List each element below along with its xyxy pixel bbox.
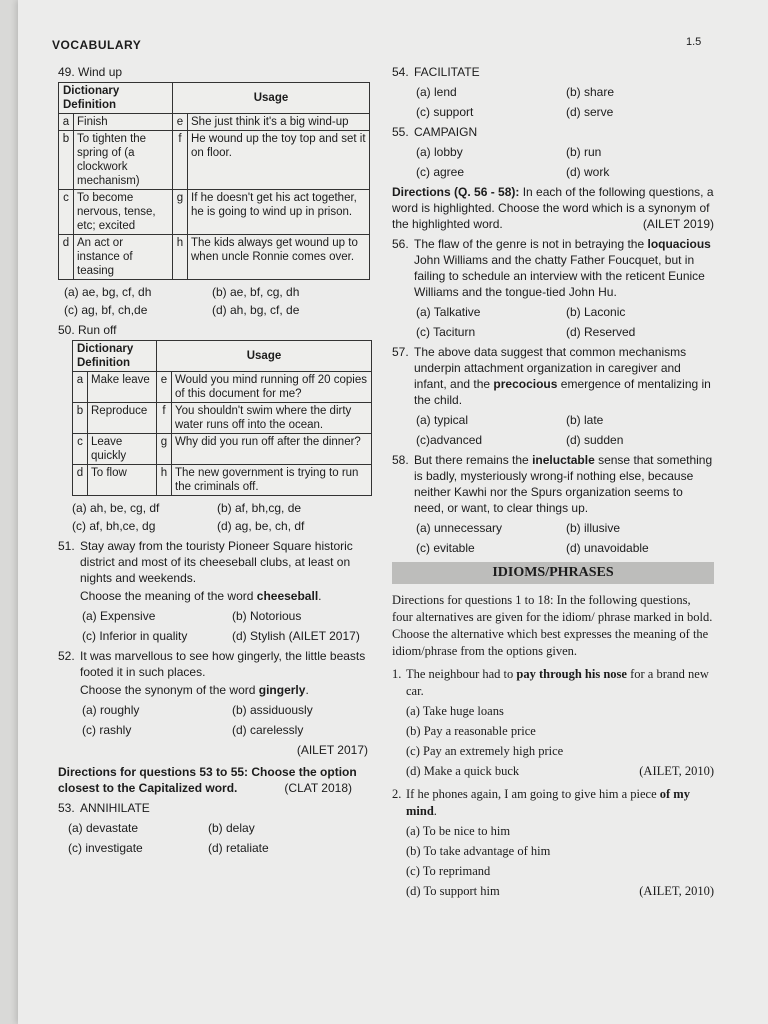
- q50-table: [72, 340, 372, 496]
- usage-cell: The kids always get wound up to when uncle Ronnie comes over.: [188, 235, 370, 280]
- option[interactable]: (a) Expensive: [82, 609, 156, 623]
- option[interactable]: (b) delay: [208, 821, 255, 835]
- dir56-source: (AILET 2019): [642, 217, 714, 231]
- q51: [58, 538, 378, 586]
- definition-cell: Reproduce: [88, 403, 157, 434]
- option[interactable]: (a) devastate: [68, 821, 139, 835]
- option[interactable]: (a) ae, bg, cf, dh: [64, 285, 152, 299]
- option[interactable]: (d) carelessly: [232, 723, 304, 737]
- q50-title: 50. Run off: [58, 323, 117, 337]
- row-key: e: [157, 372, 172, 403]
- option[interactable]: (a) lobby: [416, 145, 463, 159]
- usage-cell: The new government is trying to run the criminals off.: [172, 465, 372, 496]
- table-row: [59, 235, 370, 280]
- question-number: 52.: [58, 649, 75, 663]
- option[interactable]: (d) unavoidable: [566, 541, 649, 555]
- option[interactable]: (b) Notorious: [232, 609, 302, 623]
- q55: [392, 124, 714, 140]
- question-number: 56.: [392, 237, 409, 251]
- option[interactable]: (c) Taciturn: [416, 325, 476, 339]
- row-key: f: [173, 131, 188, 190]
- left-column: [58, 64, 378, 860]
- idiom-q2-options: [392, 823, 714, 900]
- directions-text: In each of the following questions, a word is highlighted. Choose the word which is a synonym of the highlighted word.: [392, 185, 714, 231]
- row-key: a: [73, 372, 88, 403]
- option[interactable]: (d) retaliate: [208, 841, 269, 855]
- option[interactable]: (b) illusive: [566, 521, 621, 535]
- question-number: 55.: [392, 125, 409, 139]
- question-number: 2.: [392, 787, 402, 801]
- option[interactable]: (a) Talkative: [416, 305, 481, 319]
- highlighted-word: cheeseball: [256, 589, 319, 603]
- question-text-end: sense that something is badly, mysteriously wrong-if nothing else, because neither Kawhi nor the Spurs organization seems to need, or want, to clear things up.: [414, 453, 713, 515]
- option[interactable]: (a) typical: [416, 413, 469, 427]
- question-text: The neighbour had to: [406, 667, 517, 681]
- table-row: [73, 403, 372, 434]
- q52-prompt: [58, 682, 378, 698]
- question-number: 57.: [392, 345, 409, 359]
- q52-source: (AILET 2017): [296, 743, 368, 757]
- table-row: [73, 434, 372, 465]
- directions-label: Directions (Q. 56 - 58):: [392, 185, 520, 199]
- option[interactable]: (d) ah, bg, cf, de: [212, 303, 300, 317]
- q49-table: [58, 82, 370, 280]
- source-citation: (AILET, 2010): [639, 764, 714, 778]
- dir53-text: Directions for questions 53 to 55: Choose the option closest to the Capitalized word.: [58, 765, 357, 795]
- q54-options: [392, 84, 714, 120]
- usage-cell: If he doesn't get his act together, he is going to wind up in prison.: [188, 190, 370, 235]
- row-key: h: [173, 235, 188, 280]
- option[interactable]: (b) assiduously: [232, 703, 313, 717]
- q51-options: [58, 608, 378, 644]
- q57-options: [392, 412, 714, 448]
- row-key: f: [157, 403, 172, 434]
- option[interactable]: (a) To be nice to him: [406, 824, 511, 838]
- q50-col-def: Dictionary Definition: [73, 341, 157, 372]
- question-word: FACILITATE: [414, 65, 480, 79]
- q49-col-usage: Usage: [173, 83, 370, 114]
- right-column: [392, 64, 714, 900]
- question-number: 54.: [392, 65, 409, 79]
- q55-options: [392, 144, 714, 180]
- option[interactable]: (b) run: [566, 145, 602, 159]
- definition-cell: Leave quickly: [88, 434, 157, 465]
- option[interactable]: (d) Stylish (AILET 2017): [232, 629, 360, 643]
- option[interactable]: (d) ag, be, ch, df: [217, 519, 305, 533]
- section-header: VOCABULARY: [52, 38, 142, 52]
- row-key: d: [73, 465, 88, 496]
- question-text-end: for a brand new car.: [406, 667, 709, 698]
- option[interactable]: (b) To take advantage of him: [406, 844, 551, 858]
- row-key: a: [59, 114, 74, 131]
- question-text: The flaw of the genre is not in betraying the: [414, 237, 648, 251]
- source-citation: (AILET, 2010): [639, 884, 714, 898]
- question-number: 1.: [392, 667, 402, 681]
- q50-col-usage: Usage: [157, 341, 372, 372]
- row-key: c: [59, 190, 74, 235]
- question-word: ANNIHILATE: [80, 801, 150, 815]
- q51-prompt: [58, 588, 378, 604]
- highlighted-word: precocious: [493, 377, 558, 391]
- table-row: [59, 190, 370, 235]
- question-text: Stay away from the touristy Pioneer Square historic district and most of its cheeseball clubs, at least on nights and weekends.: [80, 539, 353, 585]
- definition-cell: Make leave: [88, 372, 157, 403]
- table-row: [59, 131, 370, 190]
- idiom-phrase: pay through his nose: [516, 667, 627, 681]
- prompt-end: .: [318, 589, 322, 603]
- option[interactable]: (d) To support him: [406, 884, 500, 898]
- q56: [392, 236, 714, 300]
- book-page: [18, 0, 768, 1024]
- option[interactable]: (a) lend: [416, 85, 457, 99]
- question-text-end: .: [433, 804, 437, 818]
- highlighted-word: loquacious: [647, 237, 711, 251]
- question-text: The above data suggest that common mechanisms underpin attachment organization in caregiver and infant, and the: [414, 345, 687, 391]
- table-row: [73, 372, 372, 403]
- definition-cell: Finish: [74, 114, 173, 131]
- question-number: 53.: [58, 801, 75, 815]
- question-text-end: emergence of mentalizing in the child.: [414, 377, 711, 407]
- usage-cell: Why did you run off after the dinner?: [172, 434, 372, 465]
- option[interactable]: (c) Inferior in quality: [82, 629, 188, 643]
- option[interactable]: (b) late: [566, 413, 604, 427]
- dir53-source: (CLAT 2018): [284, 781, 352, 795]
- option[interactable]: (b) Laconic: [566, 305, 626, 319]
- idiom-q1-options: [392, 703, 714, 780]
- q56-options: [392, 304, 714, 340]
- row-key: b: [73, 403, 88, 434]
- option[interactable]: (c) af, bh,ce, dg: [72, 519, 156, 533]
- q53-options: [58, 820, 378, 856]
- question-text: If he phones again, I am going to give him a piece: [406, 787, 660, 801]
- option[interactable]: (a) unnecessary: [416, 521, 503, 535]
- row-key: c: [73, 434, 88, 465]
- option[interactable]: (b) af, bh,cg, de: [217, 501, 302, 515]
- q58-options: [392, 520, 714, 556]
- option[interactable]: (c) agree: [416, 165, 465, 179]
- row-key: h: [157, 465, 172, 496]
- option[interactable]: (c)advanced: [416, 433, 483, 447]
- definition-cell: To flow: [88, 465, 157, 496]
- option[interactable]: (b) ae, bf, cg, dh: [212, 285, 300, 299]
- idiom-q2: [392, 786, 714, 820]
- highlighted-word: gingerly: [258, 683, 306, 697]
- question-text: But there remains the: [414, 453, 533, 467]
- prompt-end: .: [305, 683, 309, 697]
- option[interactable]: (c) evitable: [416, 541, 475, 555]
- definition-cell: To tighten the spring of (a clockwork mechanism): [74, 131, 173, 190]
- q49-title: 49. Wind up: [58, 65, 123, 79]
- idioms-directions: Directions for questions 1 to 18: In the following questions, four alternatives are given for the idiom/ phrase marked in bold. Choose the alternative which best expresses the meaning of the idiom/phrase from the options given.: [392, 593, 713, 658]
- idioms-heading: IDIOMS/PHRASES: [392, 562, 714, 584]
- option[interactable]: (a) Take huge loans: [406, 704, 504, 718]
- row-key: d: [59, 235, 74, 280]
- q53: [58, 800, 378, 816]
- option[interactable]: (d) serve: [566, 105, 614, 119]
- q49-options: [58, 284, 378, 318]
- option[interactable]: (d) sudden: [566, 433, 624, 447]
- q49-col-def: Dictionary Definition: [59, 83, 173, 114]
- option[interactable]: (d) Make a quick buck: [406, 764, 520, 778]
- usage-cell: You shouldn't swim where the dirty water runs off into the ocean.: [172, 403, 372, 434]
- option[interactable]: (c) Pay an extremely high price: [406, 744, 564, 758]
- table-row: [59, 114, 370, 131]
- option[interactable]: (c) support: [416, 105, 474, 119]
- row-key: g: [173, 190, 188, 235]
- row-key: e: [173, 114, 188, 131]
- question-text-end: John Williams and the chatty Father Foucquet, but in failing to schedule an interview with the reticent Eunice Williams and the tongue-tied John Hu.: [414, 253, 705, 299]
- page-number: 1.5: [686, 36, 702, 48]
- q54: [392, 64, 714, 80]
- prompt-text: Choose the synonym of the word: [80, 683, 259, 697]
- idiom-phrase: of my mind: [406, 787, 690, 818]
- option[interactable]: (b) share: [566, 85, 615, 99]
- q52: [58, 648, 378, 680]
- q50-options: [58, 500, 378, 534]
- option[interactable]: (d) Reserved: [566, 325, 636, 339]
- q52-options: [58, 702, 378, 738]
- definition-cell: An act or instance of teasing: [74, 235, 173, 280]
- usage-cell: He wound up the toy top and set it on floor.: [188, 131, 370, 190]
- option[interactable]: (c) investigate: [68, 841, 143, 855]
- prompt-text: Choose the meaning of the word: [80, 589, 257, 603]
- table-row: [73, 465, 372, 496]
- option[interactable]: (c) To reprimand: [406, 864, 491, 878]
- option[interactable]: (d) work: [566, 165, 610, 179]
- option[interactable]: (b) Pay a reasonable price: [406, 724, 536, 738]
- option[interactable]: (a) roughly: [82, 703, 140, 717]
- option[interactable]: (c) rashly: [82, 723, 132, 737]
- highlighted-word: ineluctable: [532, 453, 595, 467]
- question-word: CAMPAIGN: [414, 125, 478, 139]
- option[interactable]: (c) ag, bf, ch,de: [64, 303, 148, 317]
- row-key: g: [157, 434, 172, 465]
- question-text: It was marvellous to see how gingerly, the little beasts footed it in such places.: [80, 649, 366, 679]
- option[interactable]: (a) ah, be, cg, df: [72, 501, 160, 515]
- q58: [392, 452, 714, 516]
- question-number: 58.: [392, 453, 409, 467]
- row-key: b: [59, 131, 74, 190]
- definition-cell: To become nervous, tense, etc; excited: [74, 190, 173, 235]
- question-number: 51.: [58, 539, 75, 553]
- usage-cell: Would you mind running off 20 copies of this document for me?: [172, 372, 372, 403]
- usage-cell: She just think it's a big wind-up: [188, 114, 370, 131]
- q57: [392, 344, 714, 408]
- idiom-q1: [392, 666, 714, 700]
